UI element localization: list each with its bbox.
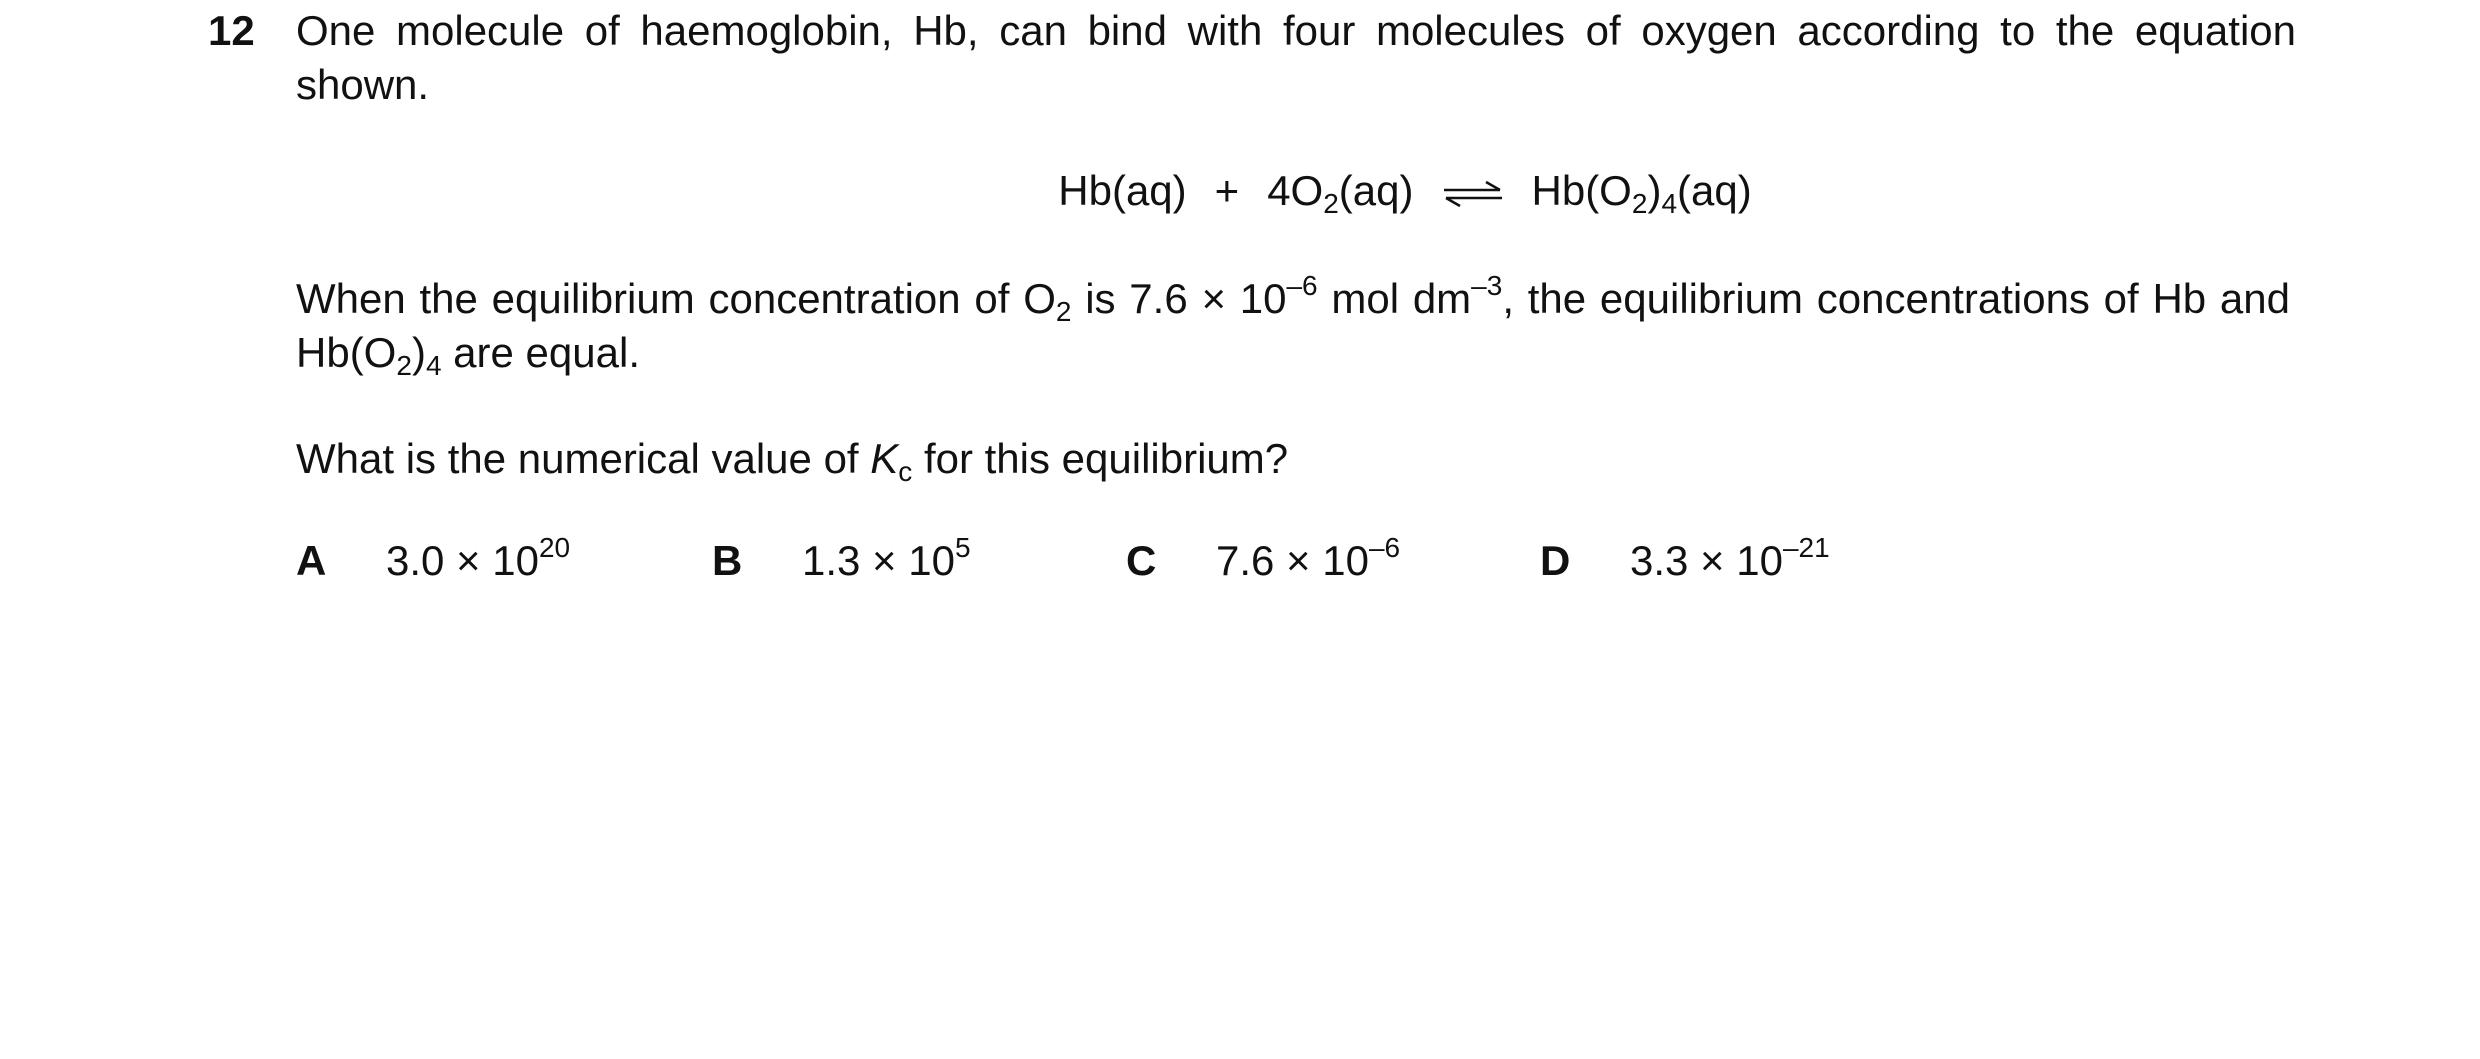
option-value: 3.3 × 10 (1630, 537, 1783, 584)
question-number: 12 (208, 7, 255, 54)
option-value: 3.0 × 10 (386, 537, 539, 584)
equation-reactant-oxygen: $4O_2(aq)$ (1267, 167, 1414, 219)
equilibrium-arrow-icon (1442, 180, 1504, 208)
option-exponent: 5 (954, 532, 971, 563)
option-letter: C (1126, 537, 1157, 584)
option-value: 1.3 × 10 (802, 537, 955, 584)
equation-reactant-hb: Hb(aq) (1058, 167, 1187, 214)
option-exponent: –6 (1368, 532, 1401, 563)
chemical-equation (0, 164, 2480, 218)
option-letter: D (1540, 537, 1571, 584)
question-intro: One molecule of haemoglobin, Hb, can bind with four molecules of oxygen according to the equation shown. (296, 7, 2296, 108)
condition-paragraph: When the equilibrium concentration of $O_2$ is $7.6 \times 10^{-6}$ mol $dm^{-3}$, the equilibrium concentrations of Hb and $Hb(O_2)_4$ are equal. (296, 270, 2290, 381)
option-b[interactable] (712, 534, 971, 588)
option-exponent: –21 (1782, 532, 1830, 563)
equation-product: $Hb(O_2)_4(aq)$ (1531, 167, 1752, 219)
answer-options (296, 534, 1996, 594)
equation-plus: + (1214, 167, 1240, 214)
option-value: 7.6 × 10 (1216, 537, 1369, 584)
option-d[interactable] (1540, 534, 1830, 588)
option-a[interactable] (296, 534, 570, 588)
option-exponent: 20 (538, 532, 571, 563)
question-prompt: What is the numerical value of $K_c$ for this equilibrium? (296, 435, 1289, 487)
option-letter: A (296, 537, 327, 584)
option-c[interactable] (1126, 534, 1400, 588)
option-letter: B (712, 537, 743, 584)
